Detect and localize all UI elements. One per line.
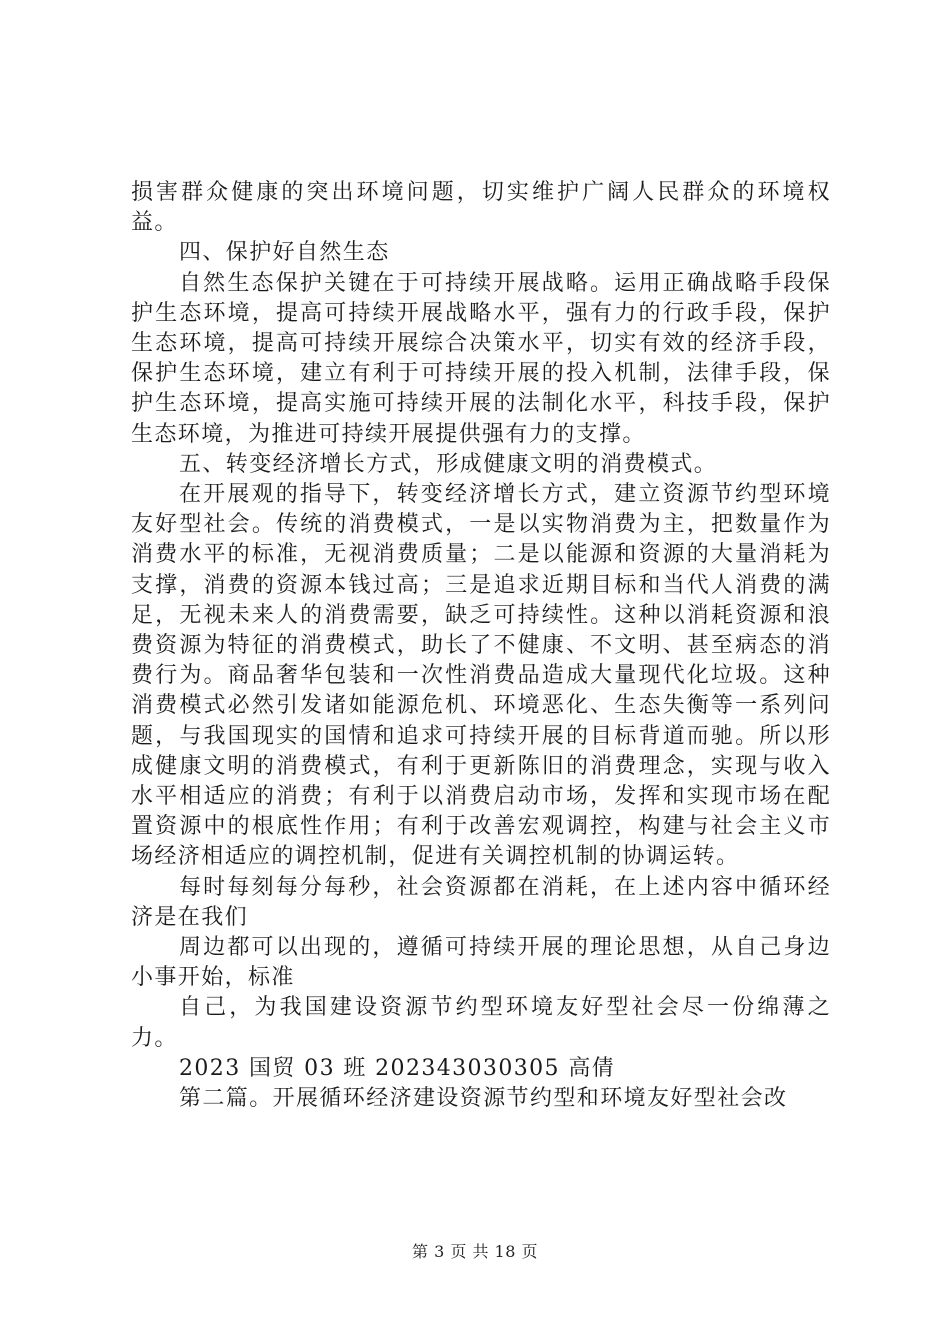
page-footer: 第 3 页 共 18 页 — [412, 1242, 538, 1261]
author-line: 2023 国贸 03 班 202343030305 高倩 — [179, 1055, 616, 1081]
paragraph: 周边都可以出现的，遵循可持续开展的理论思想，从自己身边小事开始，标准 — [131, 935, 831, 991]
section-heading: 四、保护好自然生态 — [179, 240, 390, 266]
next-article-title: 第二篇。开展循环经济建设资源节约型和环境友好型社会改 — [179, 1086, 788, 1112]
body-text — [131, 178, 831, 1114]
paragraph: 在开展观的指导下，转变经济增长方式，建立资源节约型环境友好型社会。传统的消费模式，一是以实物消费为主，把数量作为消费水平的标准，无视消费质量；二是以能源和资源的大量消耗为支撑，消费的资源本钱过高；三是追求近期目标和当代人消费的满足，无视未来人的消费需要，缺乏可持续性。这种以消耗资源和浪费资源为特征的消费模式，助长了不健康、不文明、甚至病态的消费行为。商品奢华包装和一次性消费品造成大量现代化垃圾。这种消费模式必然引发诸如能源危机、环境恶化、生态失衡等一系列问题，与我国现实的国情和追求可持续开展的目标背道而驰。所以形成健康文明的消费模式，有利于更新陈旧的消费理念，实现与收入水平相适应的消费；有利于以消费启动市场，发挥和实现市场在配置资源中的根底性作用；有利于改善宏观调控，构建与社会主义市场经济相适应的调控机制，促进有关调控机制的协调运转。 — [131, 482, 831, 870]
paragraph: 损害群众健康的突出环境问题，切实维护广阔人民群众的环境权益。 — [131, 180, 831, 236]
paragraph: 自然生态保护关键在于可持续开展战略。运用正确战略手段保护生态环境，提高可持续开展战略水平，强有力的行政手段，保护生态环境，提高可持续开展综合决策水平，切实有效的经济手段，保护生态环境，建立有利于可持续开展的投入机制，法律手段，保护生态环境，提高实施可持续开展的法制化水平，科技手段，保护生态环境，为推进可持续开展提供强有力的支撑。 — [131, 270, 831, 447]
section-heading: 五、转变经济增长方式，形成健康文明的消费模式。 — [179, 451, 718, 477]
paragraph: 每时每刻每分每秒，社会资源都在消耗，在上述内容中循环经济是在我们 — [131, 874, 831, 930]
paragraph: 自己，为我国建设资源节约型环境友好型社会尽一份绵薄之力。 — [131, 995, 831, 1051]
